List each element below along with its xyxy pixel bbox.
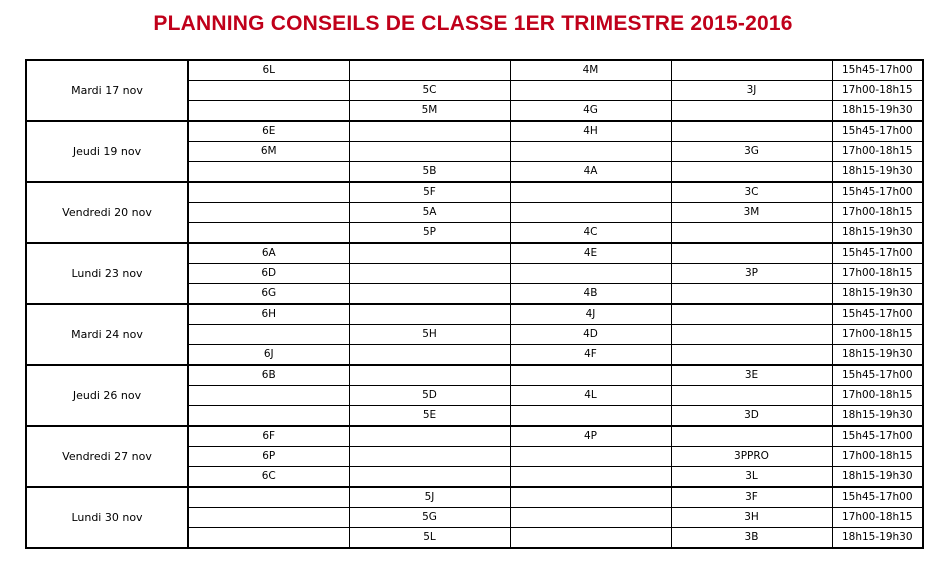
troisieme-cell [671, 426, 832, 447]
quatrieme-cell: 4B [510, 284, 671, 305]
time-slot-cell: 18h15-19h30 [832, 406, 923, 427]
sixieme-cell [188, 81, 349, 101]
time-slot-cell: 15h45-17h00 [832, 60, 923, 81]
cinquieme-cell: 5B [349, 162, 510, 183]
time-slot-cell: 15h45-17h00 [832, 426, 923, 447]
quatrieme-cell [510, 81, 671, 101]
troisieme-cell [671, 60, 832, 81]
cinquieme-cell [349, 243, 510, 264]
cinquieme-cell: 5D [349, 386, 510, 406]
sixieme-cell [188, 101, 349, 122]
day-label: Jeudi 19 nov [26, 121, 188, 182]
day-label: Vendredi 20 nov [26, 182, 188, 243]
sixieme-cell: 6F [188, 426, 349, 447]
time-slot-cell: 17h00-18h15 [832, 447, 923, 467]
sixieme-cell [188, 182, 349, 203]
sixieme-cell [188, 162, 349, 183]
quatrieme-cell [510, 487, 671, 508]
cinquieme-cell [349, 304, 510, 325]
table-row [26, 182, 923, 203]
table-row [26, 426, 923, 447]
troisieme-cell: 3D [671, 406, 832, 427]
sixieme-cell: 6G [188, 284, 349, 305]
cinquieme-cell: 5J [349, 487, 510, 508]
time-slot-cell: 17h00-18h15 [832, 81, 923, 101]
table-row [26, 243, 923, 264]
cinquieme-cell [349, 426, 510, 447]
troisieme-cell [671, 101, 832, 122]
cinquieme-cell: 5A [349, 203, 510, 223]
cinquieme-cell: 5F [349, 182, 510, 203]
sixieme-cell: 6D [188, 264, 349, 284]
cinquieme-cell [349, 345, 510, 366]
day-label: Jeudi 26 nov [26, 365, 188, 426]
cinquieme-cell [349, 284, 510, 305]
sixieme-cell [188, 386, 349, 406]
time-slot-cell: 15h45-17h00 [832, 121, 923, 142]
quatrieme-cell [510, 467, 671, 488]
time-slot-cell: 17h00-18h15 [832, 386, 923, 406]
troisieme-cell [671, 386, 832, 406]
troisieme-cell [671, 345, 832, 366]
troisieme-cell: 3J [671, 81, 832, 101]
quatrieme-cell [510, 182, 671, 203]
cinquieme-cell [349, 264, 510, 284]
day-label: Mardi 24 nov [26, 304, 188, 365]
quatrieme-cell [510, 406, 671, 427]
quatrieme-cell: 4L [510, 386, 671, 406]
troisieme-cell [671, 121, 832, 142]
sixieme-cell [188, 325, 349, 345]
sixieme-cell: 6H [188, 304, 349, 325]
sixieme-cell: 6A [188, 243, 349, 264]
time-slot-cell: 18h15-19h30 [832, 284, 923, 305]
day-label: Lundi 30 nov [26, 487, 188, 548]
time-slot-cell: 15h45-17h00 [832, 365, 923, 386]
time-slot-cell: 17h00-18h15 [832, 325, 923, 345]
sixieme-cell [188, 528, 349, 549]
quatrieme-cell: 4E [510, 243, 671, 264]
quatrieme-cell: 4M [510, 60, 671, 81]
day-label: Vendredi 27 nov [26, 426, 188, 487]
time-slot-cell: 15h45-17h00 [832, 487, 923, 508]
cinquieme-cell: 5H [349, 325, 510, 345]
troisieme-cell: 3P [671, 264, 832, 284]
cinquieme-cell: 5E [349, 406, 510, 427]
cinquieme-cell: 5M [349, 101, 510, 122]
cinquieme-cell [349, 121, 510, 142]
sixieme-cell [188, 406, 349, 427]
quatrieme-cell [510, 264, 671, 284]
quatrieme-cell [510, 508, 671, 528]
cinquieme-cell [349, 365, 510, 386]
time-slot-cell: 15h45-17h00 [832, 304, 923, 325]
day-label: Lundi 23 nov [26, 243, 188, 304]
time-slot-cell: 18h15-19h30 [832, 101, 923, 122]
troisieme-cell [671, 243, 832, 264]
troisieme-cell: 3PPRO [671, 447, 832, 467]
troisieme-cell [671, 325, 832, 345]
quatrieme-cell [510, 365, 671, 386]
table-row [26, 365, 923, 386]
time-slot-cell: 17h00-18h15 [832, 508, 923, 528]
time-slot-cell: 15h45-17h00 [832, 182, 923, 203]
cinquieme-cell [349, 60, 510, 81]
troisieme-cell [671, 284, 832, 305]
time-slot-cell: 17h00-18h15 [832, 264, 923, 284]
cinquieme-cell: 5C [349, 81, 510, 101]
time-slot-cell: 17h00-18h15 [832, 142, 923, 162]
quatrieme-cell: 4J [510, 304, 671, 325]
troisieme-cell [671, 223, 832, 244]
quatrieme-cell: 4C [510, 223, 671, 244]
cinquieme-cell [349, 142, 510, 162]
schedule-table [25, 59, 924, 549]
sixieme-cell [188, 508, 349, 528]
sixieme-cell: 6C [188, 467, 349, 488]
troisieme-cell: 3F [671, 487, 832, 508]
table-row [26, 60, 923, 81]
quatrieme-cell: 4H [510, 121, 671, 142]
table-row [26, 487, 923, 508]
sixieme-cell: 6P [188, 447, 349, 467]
troisieme-cell [671, 304, 832, 325]
quatrieme-cell: 4G [510, 101, 671, 122]
sixieme-cell: 6B [188, 365, 349, 386]
troisieme-cell: 3H [671, 508, 832, 528]
quatrieme-cell [510, 142, 671, 162]
troisieme-cell: 3B [671, 528, 832, 549]
table-row [26, 304, 923, 325]
quatrieme-cell: 4P [510, 426, 671, 447]
sixieme-cell: 6M [188, 142, 349, 162]
time-slot-cell: 18h15-19h30 [832, 345, 923, 366]
time-slot-cell: 18h15-19h30 [832, 467, 923, 488]
sixieme-cell: 6J [188, 345, 349, 366]
troisieme-cell: 3L [671, 467, 832, 488]
time-slot-cell: 15h45-17h00 [832, 243, 923, 264]
day-label: Mardi 17 nov [26, 60, 188, 121]
sixieme-cell: 6L [188, 60, 349, 81]
sixieme-cell [188, 223, 349, 244]
troisieme-cell: 3C [671, 182, 832, 203]
schedule-body [26, 60, 923, 548]
time-slot-cell: 18h15-19h30 [832, 162, 923, 183]
cinquieme-cell: 5P [349, 223, 510, 244]
sixieme-cell [188, 203, 349, 223]
time-slot-cell: 17h00-18h15 [832, 203, 923, 223]
quatrieme-cell [510, 447, 671, 467]
cinquieme-cell [349, 467, 510, 488]
quatrieme-cell: 4F [510, 345, 671, 366]
cinquieme-cell: 5L [349, 528, 510, 549]
time-slot-cell: 18h15-19h30 [832, 223, 923, 244]
quatrieme-cell [510, 203, 671, 223]
quatrieme-cell: 4D [510, 325, 671, 345]
quatrieme-cell [510, 528, 671, 549]
cinquieme-cell: 5G [349, 508, 510, 528]
sixieme-cell: 6E [188, 121, 349, 142]
troisieme-cell: 3M [671, 203, 832, 223]
troisieme-cell: 3E [671, 365, 832, 386]
page-title: PLANNING CONSEILS DE CLASSE 1ER TRIMESTRE 2015-2016 [153, 12, 793, 35]
troisieme-cell [671, 162, 832, 183]
sixieme-cell [188, 487, 349, 508]
time-slot-cell: 18h15-19h30 [832, 528, 923, 549]
cinquieme-cell [349, 447, 510, 467]
table-row [26, 121, 923, 142]
quatrieme-cell: 4A [510, 162, 671, 183]
troisieme-cell: 3G [671, 142, 832, 162]
